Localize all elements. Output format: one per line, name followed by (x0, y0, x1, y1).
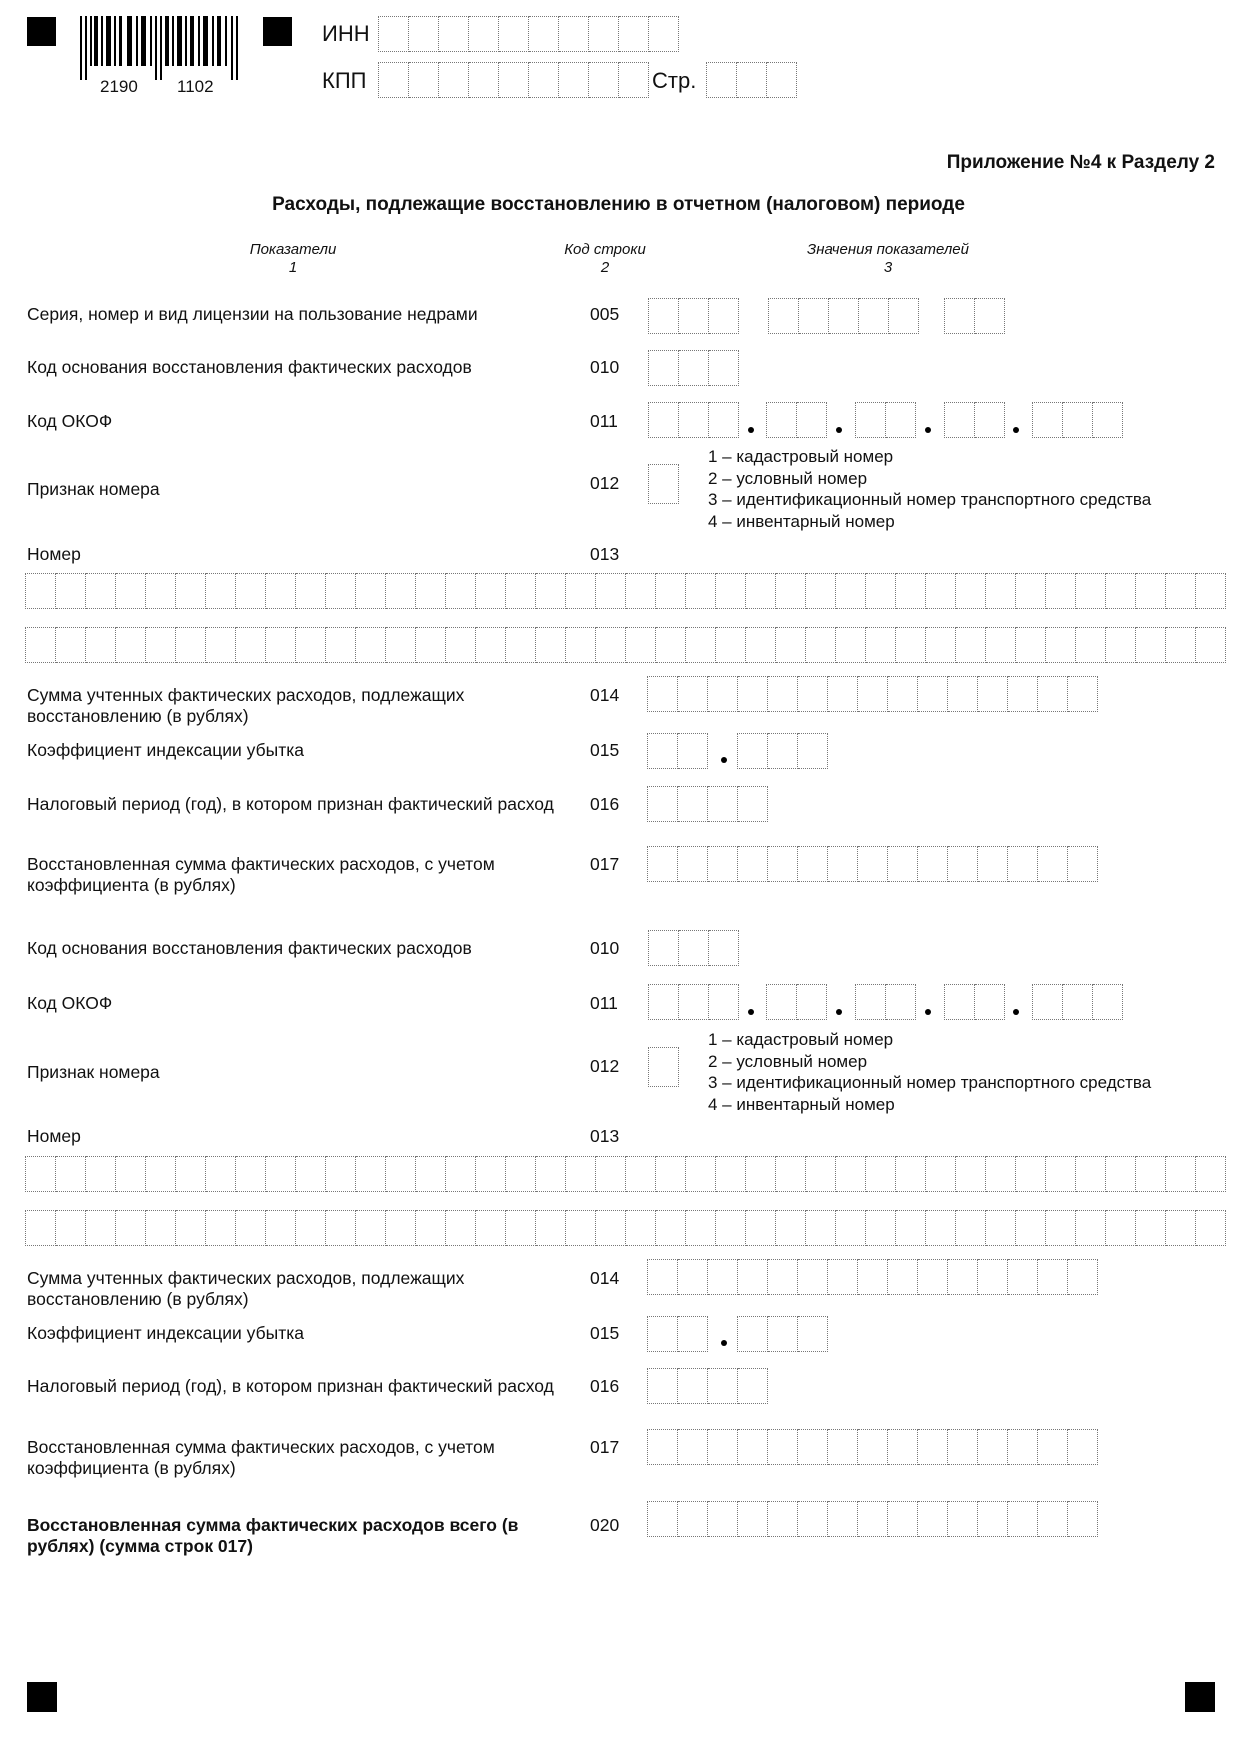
decimal-point (721, 757, 727, 763)
tax-period-year-field[interactable] (647, 1368, 768, 1404)
row-code-013: 013 (590, 544, 620, 564)
number-sign-legend: 1 – кадастровый номер 2 – условный номер 3 – идентификационный номер транспортного средства 4 – инвентарный номер (708, 1030, 1152, 1114)
okof-dot-separator (1013, 427, 1019, 433)
okof-field-part-1[interactable] (648, 402, 739, 438)
row-code-011: 011 (590, 411, 618, 431)
column-header-values: Значения показателей 3 (806, 241, 970, 276)
row-label-010: Код основания восстановления фактических расходов (27, 357, 472, 377)
kpp-field[interactable] (378, 62, 649, 98)
restoration-basis-code-field[interactable] (648, 350, 739, 386)
column-header-line-code: Код строки 2 (564, 241, 646, 276)
row-code-012: 012 (590, 473, 620, 493)
okof-field-part-5[interactable] (1032, 984, 1123, 1020)
row-code-015: 015 (590, 1323, 620, 1343)
row-label-014: Сумма учтенных фактических расходов, подлежащих восстановлению (в рублях) (27, 685, 465, 726)
number-sign-legend: 1 – кадастровый номер 2 – условный номер 3 – идентификационный номер транспортного средства 4 – инвентарный номер (708, 447, 1152, 531)
row-code-010: 010 (590, 357, 620, 377)
annex-title: Приложение №4 к Разделу 2 (946, 152, 1215, 173)
loss-index-coefficient-fraction-field[interactable] (737, 733, 828, 769)
row-label-015: Коэффициент индексации убытка (27, 740, 304, 760)
total-restored-sum-field[interactable] (647, 1501, 1098, 1537)
loss-index-coefficient-integer-field[interactable] (647, 733, 708, 769)
row-label-013: Номер (27, 1126, 81, 1146)
restored-sum-with-coefficient-field[interactable] (647, 1429, 1098, 1465)
okof-field-part-2[interactable] (766, 984, 827, 1020)
okof-field-part-3[interactable] (855, 402, 916, 438)
number-field-line-2[interactable] (25, 627, 1226, 663)
row-label-015: Коэффициент индексации убытка (27, 1323, 304, 1343)
row-label-012: Признак номера (27, 1062, 160, 1082)
barcode-number-left: 2190 (100, 77, 138, 96)
row-label-017: Восстановленная сумма фактических расходов, с учетом коэффициента (в рублях) (27, 854, 495, 895)
row-code-016: 016 (590, 794, 620, 814)
row-code-005: 005 (590, 304, 620, 324)
row-code-014: 014 (590, 1268, 620, 1288)
number-field-line-1[interactable] (25, 573, 1226, 609)
recorded-expenses-sum-field[interactable] (647, 676, 1098, 712)
row-code-010: 010 (590, 938, 620, 958)
license-type-field[interactable] (944, 298, 1005, 334)
license-number-field[interactable] (768, 298, 919, 334)
row-label-014: Сумма учтенных фактических расходов, подлежащих восстановлению (в рублях) (27, 1268, 465, 1309)
row-code-017: 017 (590, 1437, 620, 1457)
decimal-point (721, 1340, 727, 1346)
okof-dot-separator (836, 427, 842, 433)
row-code-020: 020 (590, 1515, 620, 1535)
row-label-011: Код ОКОФ (27, 411, 113, 431)
row-code-016: 016 (590, 1376, 620, 1396)
loss-index-coefficient-integer-field[interactable] (647, 1316, 708, 1352)
page-title: Расходы, подлежащие восстановлению в отчетном (налоговом) периоде (272, 194, 965, 215)
page-field[interactable] (706, 62, 797, 98)
okof-dot-separator (748, 427, 754, 433)
number-sign-field[interactable] (648, 464, 679, 504)
kpp-label: КПП (322, 68, 367, 93)
okof-field-part-3[interactable] (855, 984, 916, 1020)
row-label-013: Номер (27, 544, 81, 564)
row-code-014: 014 (590, 685, 620, 705)
recorded-expenses-sum-field[interactable] (647, 1259, 1098, 1295)
row-code-011: 011 (590, 993, 618, 1013)
okof-dot-separator (925, 427, 931, 433)
okof-dot-separator (836, 1009, 842, 1015)
okof-dot-separator (925, 1009, 931, 1015)
restored-sum-with-coefficient-field[interactable] (647, 846, 1098, 882)
row-code-012: 012 (590, 1056, 620, 1076)
column-header-indicators: Показатели 1 (249, 241, 337, 276)
license-series-field[interactable] (648, 298, 739, 334)
row-label-020: Восстановленная сумма фактических расходов всего (в рублях) (сумма строк 017) (27, 1515, 519, 1556)
number-field-line-2[interactable] (25, 1210, 1226, 1246)
barcode (80, 16, 238, 96)
okof-field-part-2[interactable] (766, 402, 827, 438)
okof-field-part-4[interactable] (944, 984, 1005, 1020)
row-code-015: 015 (590, 740, 620, 760)
okof-dot-separator (1013, 1009, 1019, 1015)
corner-marker-top-left (27, 17, 56, 46)
row-label-017: Восстановленная сумма фактических расходов, с учетом коэффициента (в рублях) (27, 1437, 495, 1478)
inn-label: ИНН (322, 21, 370, 46)
number-field-line-1[interactable] (25, 1156, 1226, 1192)
corner-marker-top-middle (263, 17, 292, 46)
row-code-013: 013 (590, 1126, 620, 1146)
row-code-017: 017 (590, 854, 620, 874)
barcode-icon (80, 16, 238, 80)
row-label-016: Налоговый период (год), в котором признан фактический расход (27, 794, 554, 814)
loss-index-coefficient-fraction-field[interactable] (737, 1316, 828, 1352)
number-sign-field[interactable] (648, 1047, 679, 1087)
barcode-number-right: 1102 (177, 77, 214, 96)
tax-period-year-field[interactable] (647, 786, 768, 822)
restoration-basis-code-field[interactable] (648, 930, 739, 966)
row-label-016: Налоговый период (год), в котором признан фактический расход (27, 1376, 554, 1396)
okof-dot-separator (748, 1009, 754, 1015)
corner-marker-bottom-right (1185, 1682, 1215, 1712)
okof-field-part-5[interactable] (1032, 402, 1123, 438)
inn-field[interactable] (378, 16, 679, 52)
okof-field-part-4[interactable] (944, 402, 1005, 438)
row-label-010: Код основания восстановления фактических расходов (27, 938, 472, 958)
okof-field-part-1[interactable] (648, 984, 739, 1020)
row-label-005: Серия, номер и вид лицензии на пользование недрами (27, 304, 478, 324)
row-label-012: Признак номера (27, 479, 160, 499)
page-label: Стр. (652, 68, 697, 93)
row-label-011: Код ОКОФ (27, 993, 113, 1013)
corner-marker-bottom-left (27, 1682, 57, 1712)
